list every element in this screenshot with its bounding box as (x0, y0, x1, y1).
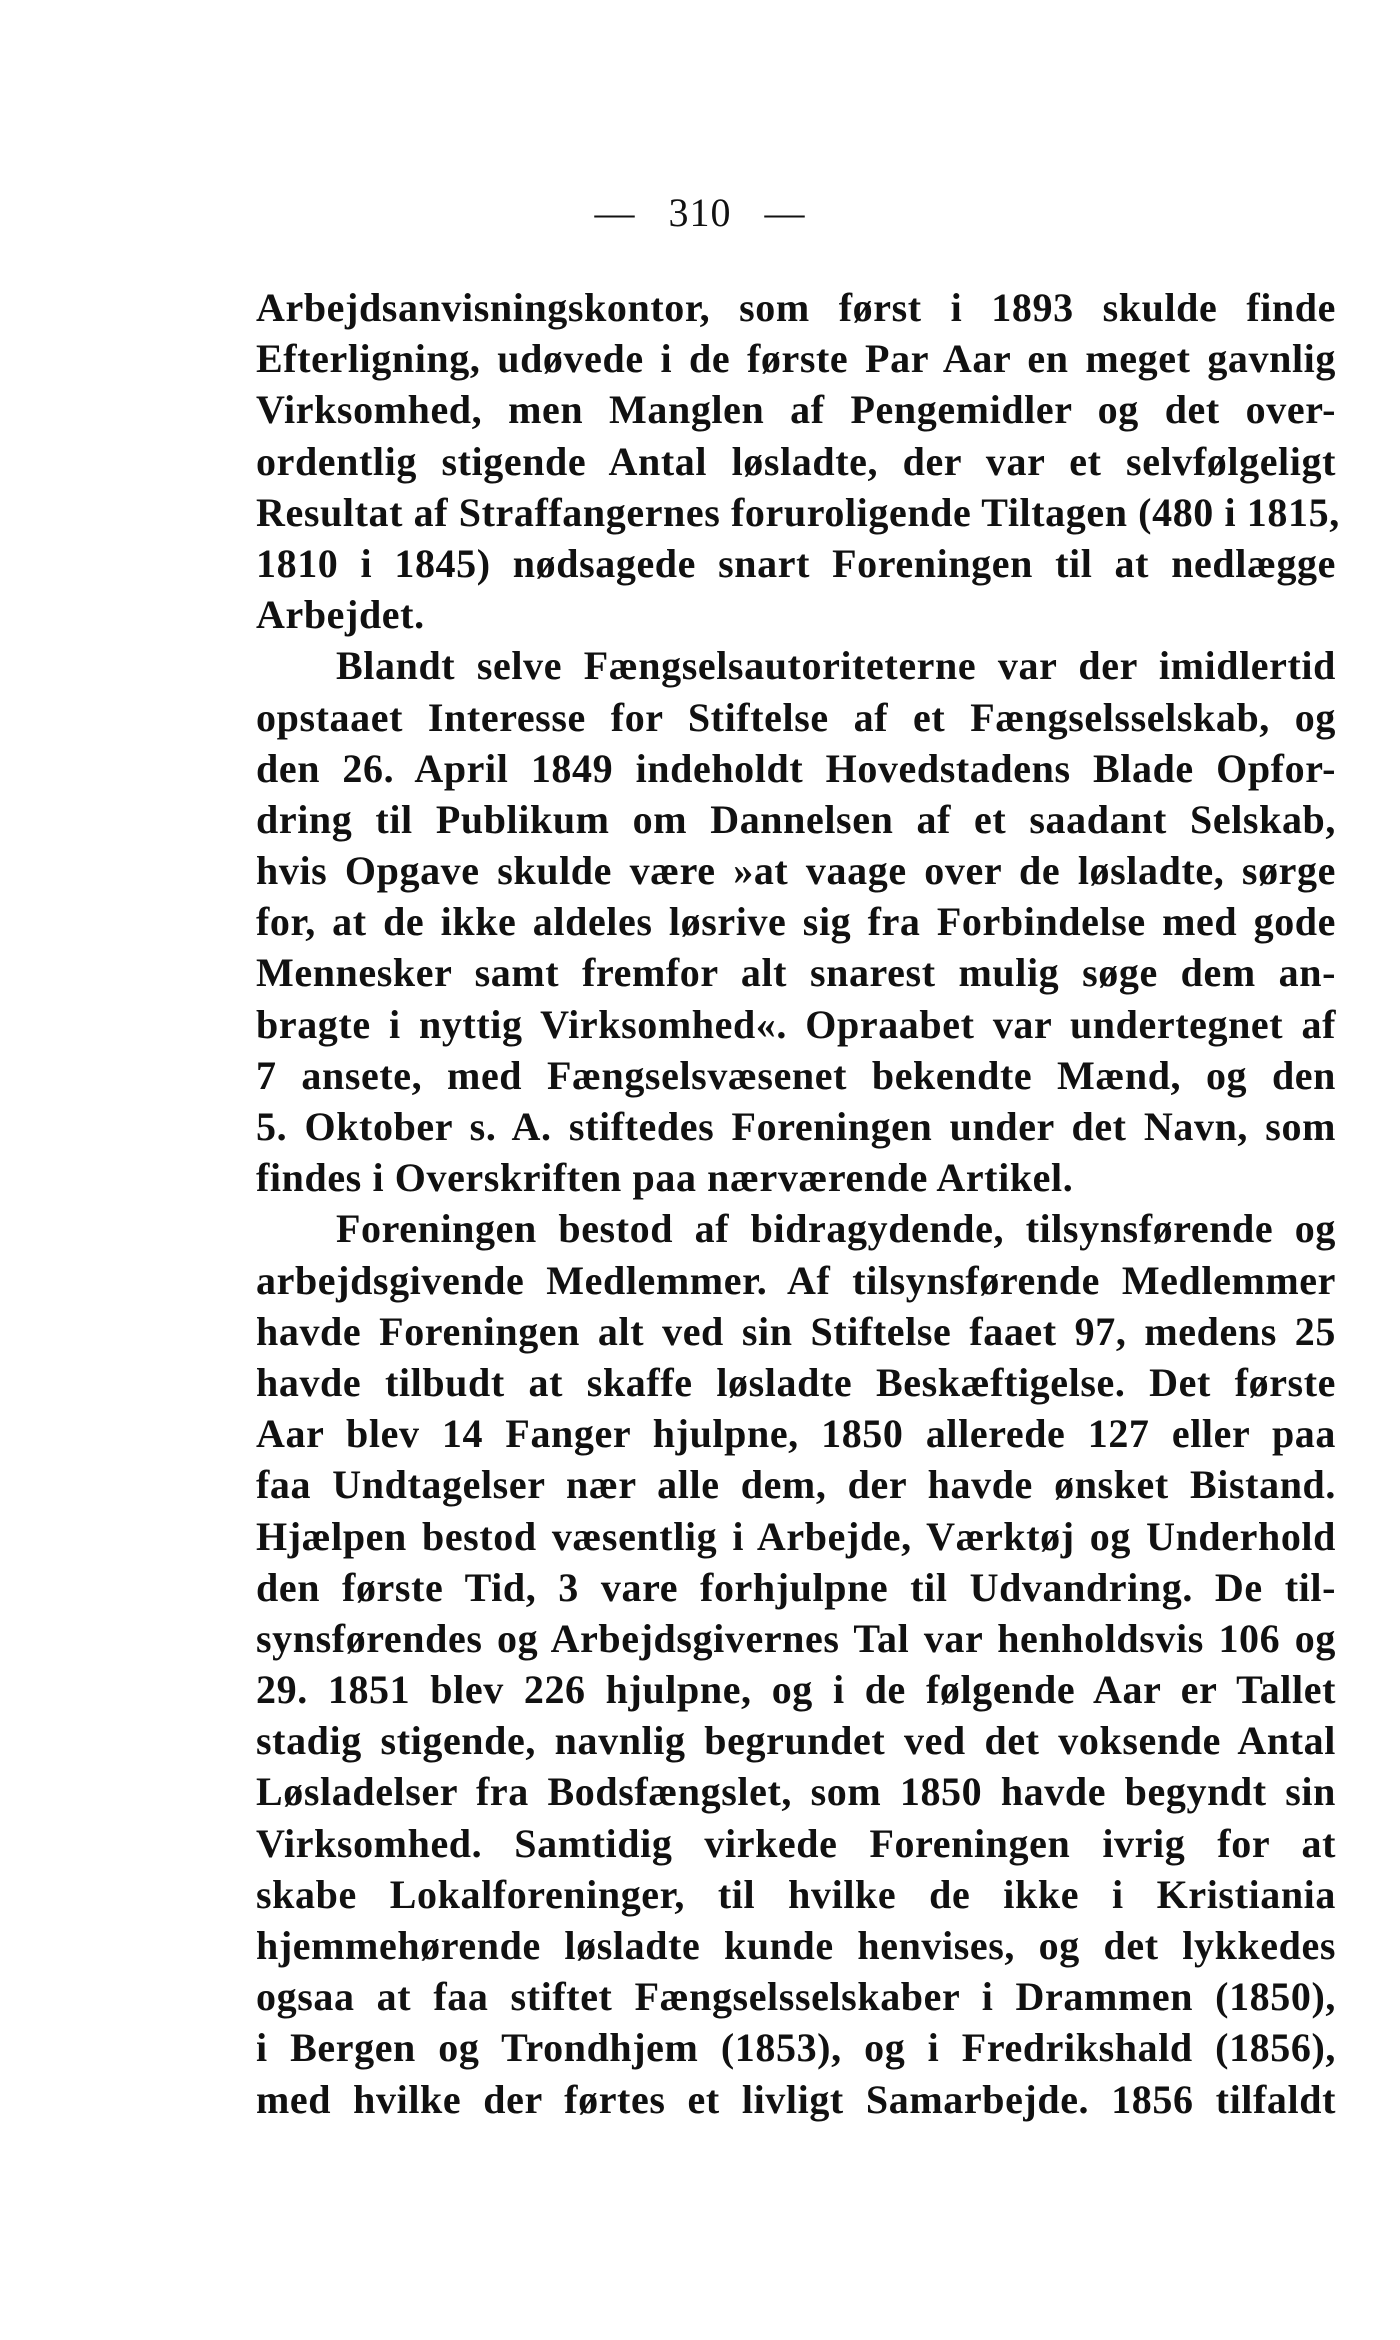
text-line: 7 ansete, med Fængselsvæsenet bekendte Mænd, og den (256, 1052, 1336, 1098)
text-line: dring til Publikum om Dannelsen af et saadant Selskab, (256, 796, 1336, 842)
text-line: havde Foreningen alt ved sin Stiftelse faaet 97, medens 25 (256, 1308, 1336, 1354)
paragraph (256, 1203, 1336, 2124)
text-line: Virksomhed, men Manglen af Pengemidler og det over- (256, 387, 1336, 433)
page-header (0, 188, 1400, 238)
header-dash-right: — (764, 190, 806, 235)
text-line: 29. 1851 blev 226 hjulpne, og i de følgende Aar er Tallet (256, 1667, 1336, 1713)
text-line: Mennesker samt fremfor alt snarest mulig søge dem an- (256, 950, 1336, 996)
text-line: Foreningen bestod af bidragydende, tilsynsførende og (336, 1206, 1336, 1252)
text-line: hvis Opgave skulde være »at vaage over de løsladte, sørge (256, 848, 1336, 894)
text-line: i Bergen og Trondhjem (1853), og i Fredrikshald (1856), (256, 2025, 1336, 2071)
text-line: ordentlig stigende Antal løsladte, der var et selvfølgeligt (256, 438, 1336, 484)
text-line: med hvilke der førtes et livligt Samarbejde. 1856 tilfaldt (256, 2076, 1336, 2122)
text-line: Virksomhed. Samtidig virkede Foreningen ivrig for at (256, 1820, 1336, 1866)
text-line: arbejdsgivende Medlemmer. Af tilsynsførende Medlemmer (256, 1257, 1336, 1303)
text-line: findes i Overskriften paa nærværende Artikel. (256, 1155, 1074, 1201)
text-line: den første Tid, 3 vare forhjulpne til Udvandring. De til- (256, 1564, 1336, 1610)
paragraph (256, 282, 1340, 640)
text-line: Hjælpen bestod væsentlig i Arbejde, Værktøj og Underhold (256, 1513, 1336, 1559)
text-line: Blandt selve Fængselsautoriteterne var der imidlertid (336, 643, 1336, 689)
text-line: synsførendes og Arbejdsgivernes Tal var henholdsvis 106 og (256, 1615, 1336, 1661)
text-line: 5. Oktober s. A. stiftedes Foreningen under det Navn, som (256, 1104, 1336, 1149)
text-line: bragte i nyttig Virksomhed«. Opraabet var undertegnet af (256, 1001, 1336, 1047)
page-number: 310 (668, 190, 732, 235)
text-line: Løsladelser fra Bodsfængslet, som 1850 havde begyndt sin (256, 1769, 1336, 1815)
text-line: stadig stigende, navnlig begrundet ved det voksende Antal (256, 1718, 1336, 1764)
text-line: Arbejdsanvisningskontor, som først i 1893 skulde finde (256, 285, 1336, 330)
text-line: Aar blev 14 Fanger hjulpne, 1850 allerede 127 eller paa (256, 1411, 1336, 1457)
text-line: den 26. April 1849 indeholdt Hovedstadens Blade Opfor- (256, 745, 1336, 791)
text-line: havde tilbudt at skaffe løsladte Beskæftigelse. Det første (256, 1359, 1336, 1405)
text-line: for, at de ikke aldeles løsrive sig fra Forbindelse med gode (256, 899, 1336, 945)
paragraph (256, 640, 1336, 1203)
body-text (256, 282, 1340, 2125)
text-line: hjemmehørende løsladte kunde henvises, og det lykkedes (256, 1923, 1336, 1968)
text-line: Efterligning, udøvede i de første Par Aar en meget gavnlig (256, 336, 1336, 382)
text-line: Arbejdet. (256, 592, 425, 638)
text-line: faa Undtagelser nær alle dem, der havde ønsket Bistand. (256, 1462, 1336, 1508)
text-line: skabe Lokalforeninger, til hvilke de ikke i Kristiania (256, 1871, 1336, 1917)
text-line: 1810 i 1845) nødsagede snart Foreningen til at nedlægge (256, 540, 1336, 586)
text-line: opstaaet Interesse for Stiftelse af et Fængselsselskab, og (256, 694, 1336, 740)
text-line: ogsaa at faa stiftet Fængselsselskaber i Drammen (1850), (256, 1974, 1336, 2020)
text-line: Resultat af Straffangernes foruroligende Tiltagen (480 i 1815, (256, 489, 1340, 535)
header-dash-left: — (594, 190, 636, 235)
